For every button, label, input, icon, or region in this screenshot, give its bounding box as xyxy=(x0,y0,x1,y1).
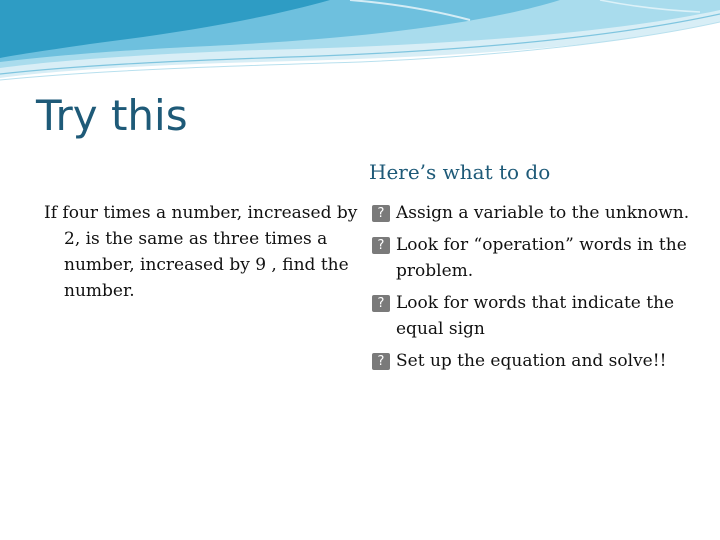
bullet-placeholder-icon: ? xyxy=(372,205,390,222)
step-text: Look for “operation” words in the problem. xyxy=(396,235,687,281)
bullet-placeholder-icon: ? xyxy=(372,295,390,312)
slide-title: Try this xyxy=(36,91,188,140)
steps-heading: Here’s what to do xyxy=(369,160,551,184)
header-wave-decoration xyxy=(0,0,720,90)
step-item xyxy=(372,290,702,342)
problem-statement: If four times a number, increased by 2, is the same as three times a number, increased by 9 , find the number. xyxy=(44,203,358,301)
bullet-placeholder-icon: ? xyxy=(372,237,390,254)
step-item xyxy=(372,232,702,284)
bullet-placeholder-icon: ? xyxy=(372,353,390,370)
step-item xyxy=(372,348,702,374)
step-text: Set up the equation and solve!! xyxy=(396,351,667,371)
step-text: Assign a variable to the unknown. xyxy=(396,203,690,223)
step-text: Look for words that indicate the equal sign xyxy=(396,293,675,339)
steps-list xyxy=(372,200,702,380)
step-item xyxy=(372,200,702,226)
